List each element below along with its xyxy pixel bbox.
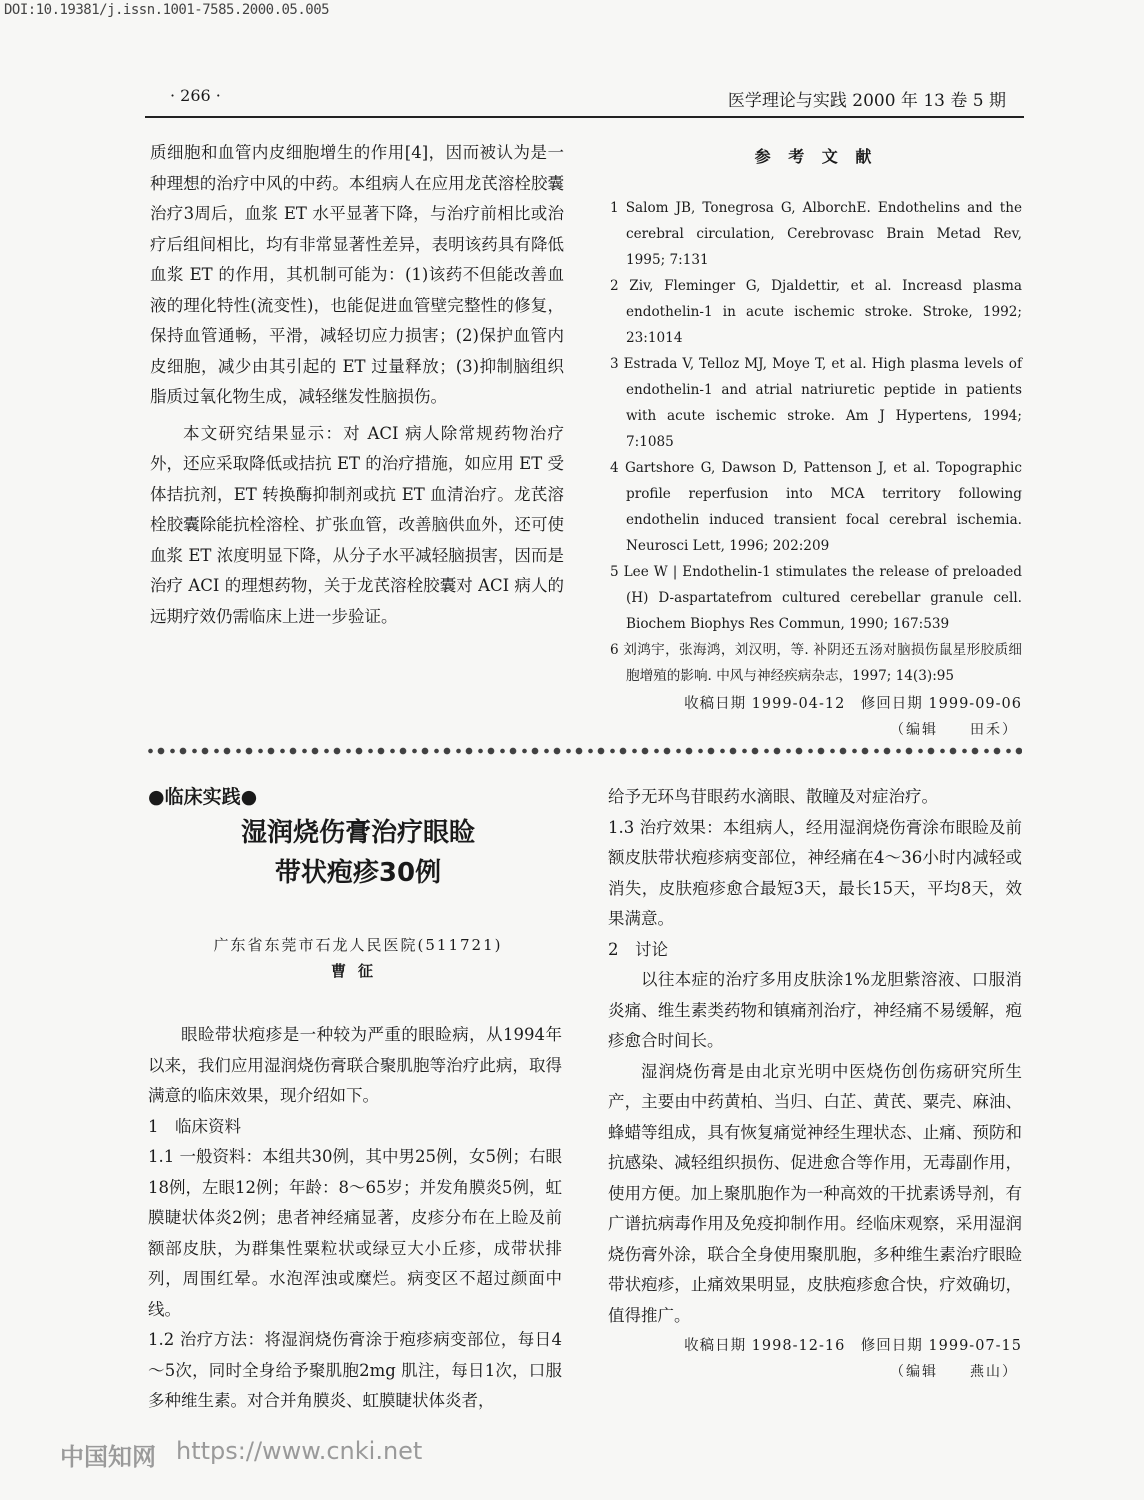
paragraph: 1.2 治疗方法：将湿润烧伤膏涂于疱疹病变部位，每日4～5次，同时全身给予聚肌胞2mg 肌注，每日1次，口服多种维生素。对合并角膜炎、虹膜睫状体炎者， bbox=[148, 1330, 562, 1410]
references-title: 参 考 文 献 bbox=[754, 147, 878, 166]
decorative-divider bbox=[145, 744, 1022, 758]
reference-item: 2 Ziv, Fleminger G, Djaldettir, et al. Increasd plasma endothelin-1 in acute ischemic stroke. Stroke, 1992; 23:1014 bbox=[610, 277, 1022, 346]
received-date: 收稿日期 1999-04-12 修回日期 1999-09-06 bbox=[684, 695, 1022, 712]
paragraph: 本文研究结果显示：对 ACI 病人除常规药物治疗外，还应采取降低或拮抗 ET 的治疗措施，如应用 ET 受体拮抗剂，ET 转换酶抑制剂或抗 ET 血清治疗。龙芪溶栓胶囊除能抗栓溶栓、扩张血管，改善脑供血外，还可使血浆 ET 浓度明显下降，从分子水平减轻脑损害，因而是治疗 ACI 的理想药物，关于龙芪溶栓胶囊对 ACI 病人的远期疗效仍需临床上进一步验证。 bbox=[150, 423, 564, 626]
article-title-line2: 带状疱疹30例 bbox=[274, 858, 442, 888]
cnki-url: https://www.cnki.net bbox=[176, 1437, 423, 1465]
page-number: · 266 · bbox=[170, 86, 221, 105]
lower-right-column bbox=[608, 782, 1022, 1385]
reference-item: 4 Gartshore G, Dawson D, Pattenson J, et al. Topographic profile reperfusion into MCA territory following endothelin induced transient focal cerebral ischemia. Neurosci Lett, 1996; 202:209 bbox=[610, 459, 1022, 554]
paragraph: 以往本症的治疗多用皮肤涂1%龙胆紫溶液、口服消炎痛、维生素类药物和镇痛剂治疗，神经痛不易缓解，疱疹愈合时间长。 bbox=[608, 970, 1022, 1050]
author-affiliation: 广东省东莞市石龙人民医院(511721) bbox=[213, 936, 503, 954]
reference-item: 5 Lee W | Endothelin-1 stimulates the release of preloaded (H) D-aspartatefrom cultured cerebellar granule cell. Biochem Biophys Res Commun, 1990; 167:539 bbox=[610, 563, 1022, 632]
article-title-line1: 湿润烧伤膏治疗眼睑 bbox=[240, 818, 475, 848]
section-heading: 1 临床资料 bbox=[148, 1116, 241, 1136]
paragraph: 给予无环鸟苷眼药水滴眼、散瞳及对症治疗。 bbox=[608, 787, 938, 806]
references-section bbox=[610, 142, 1022, 743]
received-date: 收稿日期 1998-12-16 修回日期 1999-07-15 bbox=[684, 1338, 1022, 1354]
reference-item: 3 Estrada V, Telloz MJ, Moye T, et al. High plasma levels of endothelin-1 and atrial natriuretic peptide in patients with acute ischemic stroke. Am J Hypertens, 1994; 7:1085 bbox=[610, 355, 1022, 450]
paragraph: 湿润烧伤膏是由北京光明中医烧伤创伤疡研究所生产，主要由中药黄柏、当归、白芷、黄芪、粟壳、麻油、蜂蜡等组成，具有恢复痛觉神经生理状态、止痛、预防和抗感染、减轻组织损伤、促进愈合等作用，无毒副作用，使用方便。加上聚肌胞作为一种高效的干扰素诱导剂，有广谱抗病毒作用及免疫抑制作用。经临床观察，采用湿润烧伤膏外涂，联合全身使用聚肌胞，多种维生素治疗眼睑带状疱疹，止痛效果明显，皮肤疱疹愈合快，疗效确切，值得推广。 bbox=[608, 1061, 1022, 1325]
header-rule bbox=[145, 116, 1024, 118]
doi-label: DOI:10.19381/j.issn.1001-7585.2000.05.005 bbox=[4, 2, 330, 18]
section-heading: 2 讨论 bbox=[608, 939, 668, 959]
editor-credit: （编辑 田禾） bbox=[890, 721, 1018, 738]
upper-left-column bbox=[150, 138, 564, 632]
reference-item: 1 Salom JB, Tonegrosa G, AlborchE. Endothelins and the cerebral circulation, Cerebrovasc Brain Metad Rev, 1995; 7:131 bbox=[610, 199, 1022, 268]
author-name: 曹征 bbox=[330, 962, 385, 980]
editor-credit: （编辑 燕山） bbox=[890, 1364, 1018, 1380]
cnki-logo: 中国知网 bbox=[60, 1443, 156, 1471]
journal-header: 医学理论与实践 2000 年 13 卷 5 期 bbox=[727, 91, 1006, 111]
reference-item: 6 刘鸿宇，张海鸿，刘汉明，等. 补阴还五汤对脑损伤鼠星形胶质细胞增殖的影响. 中风与神经疾病杂志，1997; 14(3):95 bbox=[610, 641, 1022, 684]
paragraph: 1.3 治疗效果：本组病人，经用湿润烧伤膏涂布眼睑及前额皮肤带状疱疹病变部位，神经痛在4～36小时内减轻或消失，皮肤疱疹愈合最短3天，最长15天，平均8天，效果满意。 bbox=[608, 817, 1022, 928]
lower-left-column bbox=[148, 1020, 562, 1417]
paragraph: 1.1 一般资料：本组共30例，其中男25例，女5例；右眼18例，左眼12例；年龄：8～65岁；并发角膜炎5例，虹膜睫状体炎2例；患者神经痛显著，皮疹分布在上睑及前额部皮肤，为群集性粟粒状或绿豆大小丘疹，成带状排列，周围红晕。水泡浑浊或糜烂。病变区不超过颜面中线。 bbox=[148, 1147, 562, 1319]
paragraph: 质细胞和血管内皮细胞增生的作用[4]，因而被认为是一种理想的治疗中风的中药。本组病人在应用龙芪溶栓胶囊治疗3周后，血浆 ET 水平显著下降，与治疗前相比或治疗后组间相比，均有非常显著性差异，表明该药具有降低血浆 ET 的作用，其机制可能为：(1)该药不但能改善血液的理化特性(流变性)，也能促进血管壁完整性的修复，保持血管通畅，平滑，减轻切应力损害；(2)保护血管内皮细胞，减少由其引起的 ET 过量释放；(3)抑制脑组织脂质过氧化物生成，减轻继发性脑损伤。 bbox=[150, 143, 564, 406]
paragraph: 眼睑带状疱疹是一种较为严重的眼睑病，从1994年以来，我们应用湿润烧伤膏联合聚肌胞等治疗此病，取得满意的临床效果，现介绍如下。 bbox=[148, 1025, 562, 1105]
section-label: ●临床实践● bbox=[148, 786, 258, 808]
